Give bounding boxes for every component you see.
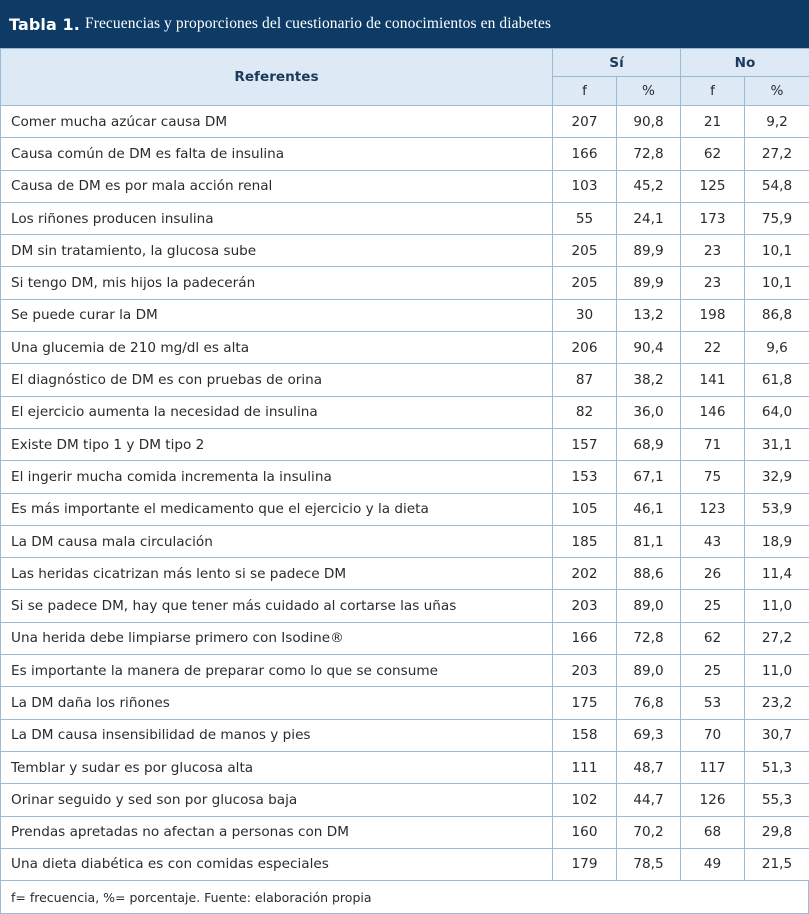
cell-no-pct: 27,2 bbox=[745, 622, 809, 654]
row-referente: El ingerir mucha comida incrementa la insulina bbox=[1, 461, 553, 493]
header-no: No bbox=[681, 49, 809, 77]
row-referente: Es más importante el medicamento que el ejercicio y la dieta bbox=[1, 493, 553, 525]
row-referente: Es importante la manera de preparar como lo que se consume bbox=[1, 655, 553, 687]
table-row bbox=[1, 106, 809, 138]
cell-si-f: 160 bbox=[553, 816, 617, 848]
cell-si-pct: 89,9 bbox=[617, 267, 681, 299]
cell-no-pct: 55,3 bbox=[745, 784, 809, 816]
row-referente: Una herida debe limpiarse primero con Isodine® bbox=[1, 622, 553, 654]
cell-si-f: 206 bbox=[553, 332, 617, 364]
cell-si-f: 111 bbox=[553, 751, 617, 783]
cell-no-f: 49 bbox=[681, 848, 745, 880]
row-referente: La DM daña los riñones bbox=[1, 687, 553, 719]
cell-si-pct: 44,7 bbox=[617, 784, 681, 816]
cell-no-f: 141 bbox=[681, 364, 745, 396]
cell-no-f: 26 bbox=[681, 558, 745, 590]
table-row bbox=[1, 622, 809, 654]
cell-si-f: 185 bbox=[553, 525, 617, 557]
cell-si-f: 166 bbox=[553, 138, 617, 170]
cell-si-f: 30 bbox=[553, 299, 617, 331]
row-referente: Causa común de DM es falta de insulina bbox=[1, 138, 553, 170]
cell-si-pct: 24,1 bbox=[617, 202, 681, 234]
cell-no-f: 173 bbox=[681, 202, 745, 234]
cell-no-pct: 29,8 bbox=[745, 816, 809, 848]
row-referente: Si se padece DM, hay que tener más cuidado al cortarse las uñas bbox=[1, 590, 553, 622]
cell-no-f: 43 bbox=[681, 525, 745, 557]
cell-si-pct: 13,2 bbox=[617, 299, 681, 331]
cell-no-f: 125 bbox=[681, 170, 745, 202]
cell-no-pct: 27,2 bbox=[745, 138, 809, 170]
cell-no-pct: 31,1 bbox=[745, 428, 809, 460]
header-row-top bbox=[1, 49, 809, 77]
row-referente: Causa de DM es por mala acción renal bbox=[1, 170, 553, 202]
cell-no-pct: 86,8 bbox=[745, 299, 809, 331]
cell-si-f: 203 bbox=[553, 655, 617, 687]
cell-no-f: 25 bbox=[681, 590, 745, 622]
cell-no-f: 23 bbox=[681, 235, 745, 267]
cell-si-pct: 88,6 bbox=[617, 558, 681, 590]
row-referente: Se puede curar la DM bbox=[1, 299, 553, 331]
cell-si-f: 157 bbox=[553, 428, 617, 460]
row-referente: Prendas apretadas no afectan a personas con DM bbox=[1, 816, 553, 848]
table-row bbox=[1, 267, 809, 299]
cell-no-pct: 54,8 bbox=[745, 170, 809, 202]
table-row bbox=[1, 332, 809, 364]
table-row bbox=[1, 719, 809, 751]
row-referente: Si tengo DM, mis hijos la padecerán bbox=[1, 267, 553, 299]
row-referente: Comer mucha azúcar causa DM bbox=[1, 106, 553, 138]
cell-si-pct: 36,0 bbox=[617, 396, 681, 428]
cell-no-f: 62 bbox=[681, 138, 745, 170]
table-row bbox=[1, 848, 809, 880]
row-referente: DM sin tratamiento, la glucosa sube bbox=[1, 235, 553, 267]
table-row bbox=[1, 525, 809, 557]
table-row bbox=[1, 751, 809, 783]
table-row bbox=[1, 235, 809, 267]
row-referente: Orinar seguido y sed son por glucosa baja bbox=[1, 784, 553, 816]
table-row bbox=[1, 461, 809, 493]
cell-si-pct: 68,9 bbox=[617, 428, 681, 460]
cell-si-pct: 45,2 bbox=[617, 170, 681, 202]
cell-no-f: 68 bbox=[681, 816, 745, 848]
cell-si-pct: 89,9 bbox=[617, 235, 681, 267]
cell-si-pct: 90,4 bbox=[617, 332, 681, 364]
cell-no-pct: 30,7 bbox=[745, 719, 809, 751]
cell-no-pct: 75,9 bbox=[745, 202, 809, 234]
cell-si-pct: 72,8 bbox=[617, 138, 681, 170]
table-body bbox=[1, 106, 809, 881]
row-referente: Las heridas cicatrizan más lento si se padece DM bbox=[1, 558, 553, 590]
header-no-f: f bbox=[681, 77, 745, 106]
table-row bbox=[1, 170, 809, 202]
cell-si-pct: 67,1 bbox=[617, 461, 681, 493]
cell-no-f: 22 bbox=[681, 332, 745, 364]
cell-si-f: 205 bbox=[553, 235, 617, 267]
table-label: Tabla 1. bbox=[9, 14, 80, 34]
cell-si-f: 166 bbox=[553, 622, 617, 654]
cell-no-pct: 9,6 bbox=[745, 332, 809, 364]
cell-no-pct: 11,4 bbox=[745, 558, 809, 590]
header-si: Sí bbox=[553, 49, 681, 77]
cell-si-f: 153 bbox=[553, 461, 617, 493]
cell-si-pct: 89,0 bbox=[617, 655, 681, 687]
cell-no-pct: 9,2 bbox=[745, 106, 809, 138]
cell-si-pct: 89,0 bbox=[617, 590, 681, 622]
table-row bbox=[1, 590, 809, 622]
cell-no-f: 146 bbox=[681, 396, 745, 428]
cell-si-pct: 81,1 bbox=[617, 525, 681, 557]
cell-no-pct: 51,3 bbox=[745, 751, 809, 783]
row-referente: Una glucemia de 210 mg/dl es alta bbox=[1, 332, 553, 364]
cell-si-f: 82 bbox=[553, 396, 617, 428]
header-no-pct: % bbox=[745, 77, 809, 106]
table-title-bar bbox=[0, 0, 809, 48]
cell-no-pct: 18,9 bbox=[745, 525, 809, 557]
cell-si-f: 179 bbox=[553, 848, 617, 880]
cell-si-f: 175 bbox=[553, 687, 617, 719]
table-row bbox=[1, 655, 809, 687]
row-referente: El ejercicio aumenta la necesidad de insulina bbox=[1, 396, 553, 428]
cell-si-pct: 48,7 bbox=[617, 751, 681, 783]
cell-si-f: 205 bbox=[553, 267, 617, 299]
header-referentes: Referentes bbox=[1, 49, 553, 106]
cell-si-pct: 70,2 bbox=[617, 816, 681, 848]
cell-no-pct: 53,9 bbox=[745, 493, 809, 525]
table-row bbox=[1, 202, 809, 234]
cell-si-pct: 78,5 bbox=[617, 848, 681, 880]
row-referente: Temblar y sudar es por glucosa alta bbox=[1, 751, 553, 783]
cell-no-f: 117 bbox=[681, 751, 745, 783]
cell-si-pct: 90,8 bbox=[617, 106, 681, 138]
cell-no-f: 23 bbox=[681, 267, 745, 299]
table-row bbox=[1, 558, 809, 590]
header-si-pct: % bbox=[617, 77, 681, 106]
cell-no-pct: 21,5 bbox=[745, 848, 809, 880]
table-row bbox=[1, 299, 809, 331]
cell-no-pct: 10,1 bbox=[745, 267, 809, 299]
cell-no-f: 75 bbox=[681, 461, 745, 493]
cell-no-pct: 23,2 bbox=[745, 687, 809, 719]
row-referente: Los riñones producen insulina bbox=[1, 202, 553, 234]
cell-si-pct: 76,8 bbox=[617, 687, 681, 719]
knowledge-table bbox=[0, 48, 809, 881]
cell-si-pct: 46,1 bbox=[617, 493, 681, 525]
row-referente: Existe DM tipo 1 y DM tipo 2 bbox=[1, 428, 553, 460]
table-row bbox=[1, 816, 809, 848]
cell-no-f: 25 bbox=[681, 655, 745, 687]
cell-no-pct: 32,9 bbox=[745, 461, 809, 493]
cell-si-f: 102 bbox=[553, 784, 617, 816]
cell-si-f: 158 bbox=[553, 719, 617, 751]
cell-no-f: 126 bbox=[681, 784, 745, 816]
table-row bbox=[1, 687, 809, 719]
row-referente: La DM causa insensibilidad de manos y pies bbox=[1, 719, 553, 751]
table-row bbox=[1, 784, 809, 816]
cell-no-f: 71 bbox=[681, 428, 745, 460]
cell-no-f: 62 bbox=[681, 622, 745, 654]
table-footnote: f= frecuencia, %= porcentaje. Fuente: elaboración propia bbox=[0, 880, 809, 914]
cell-no-f: 70 bbox=[681, 719, 745, 751]
cell-si-pct: 38,2 bbox=[617, 364, 681, 396]
cell-si-f: 202 bbox=[553, 558, 617, 590]
table-row bbox=[1, 396, 809, 428]
table-row bbox=[1, 493, 809, 525]
cell-no-f: 53 bbox=[681, 687, 745, 719]
cell-si-f: 87 bbox=[553, 364, 617, 396]
table-caption: Frecuencias y proporciones del cuestionario de conocimientos en diabetes bbox=[84, 15, 551, 32]
cell-si-f: 207 bbox=[553, 106, 617, 138]
cell-no-pct: 11,0 bbox=[745, 655, 809, 687]
cell-si-f: 103 bbox=[553, 170, 617, 202]
table-row bbox=[1, 428, 809, 460]
cell-no-f: 123 bbox=[681, 493, 745, 525]
table-row bbox=[1, 364, 809, 396]
cell-no-pct: 61,8 bbox=[745, 364, 809, 396]
row-referente: La DM causa mala circulación bbox=[1, 525, 553, 557]
cell-no-f: 198 bbox=[681, 299, 745, 331]
row-referente: Una dieta diabética es con comidas especiales bbox=[1, 848, 553, 880]
cell-no-pct: 11,0 bbox=[745, 590, 809, 622]
row-referente: El diagnóstico de DM es con pruebas de orina bbox=[1, 364, 553, 396]
cell-si-f: 105 bbox=[553, 493, 617, 525]
table-header bbox=[1, 49, 809, 106]
cell-si-f: 55 bbox=[553, 202, 617, 234]
header-si-f: f bbox=[553, 77, 617, 106]
cell-no-pct: 64,0 bbox=[745, 396, 809, 428]
cell-no-pct: 10,1 bbox=[745, 235, 809, 267]
cell-si-pct: 72,8 bbox=[617, 622, 681, 654]
cell-si-f: 203 bbox=[553, 590, 617, 622]
cell-si-pct: 69,3 bbox=[617, 719, 681, 751]
cell-no-f: 21 bbox=[681, 106, 745, 138]
table-row bbox=[1, 138, 809, 170]
